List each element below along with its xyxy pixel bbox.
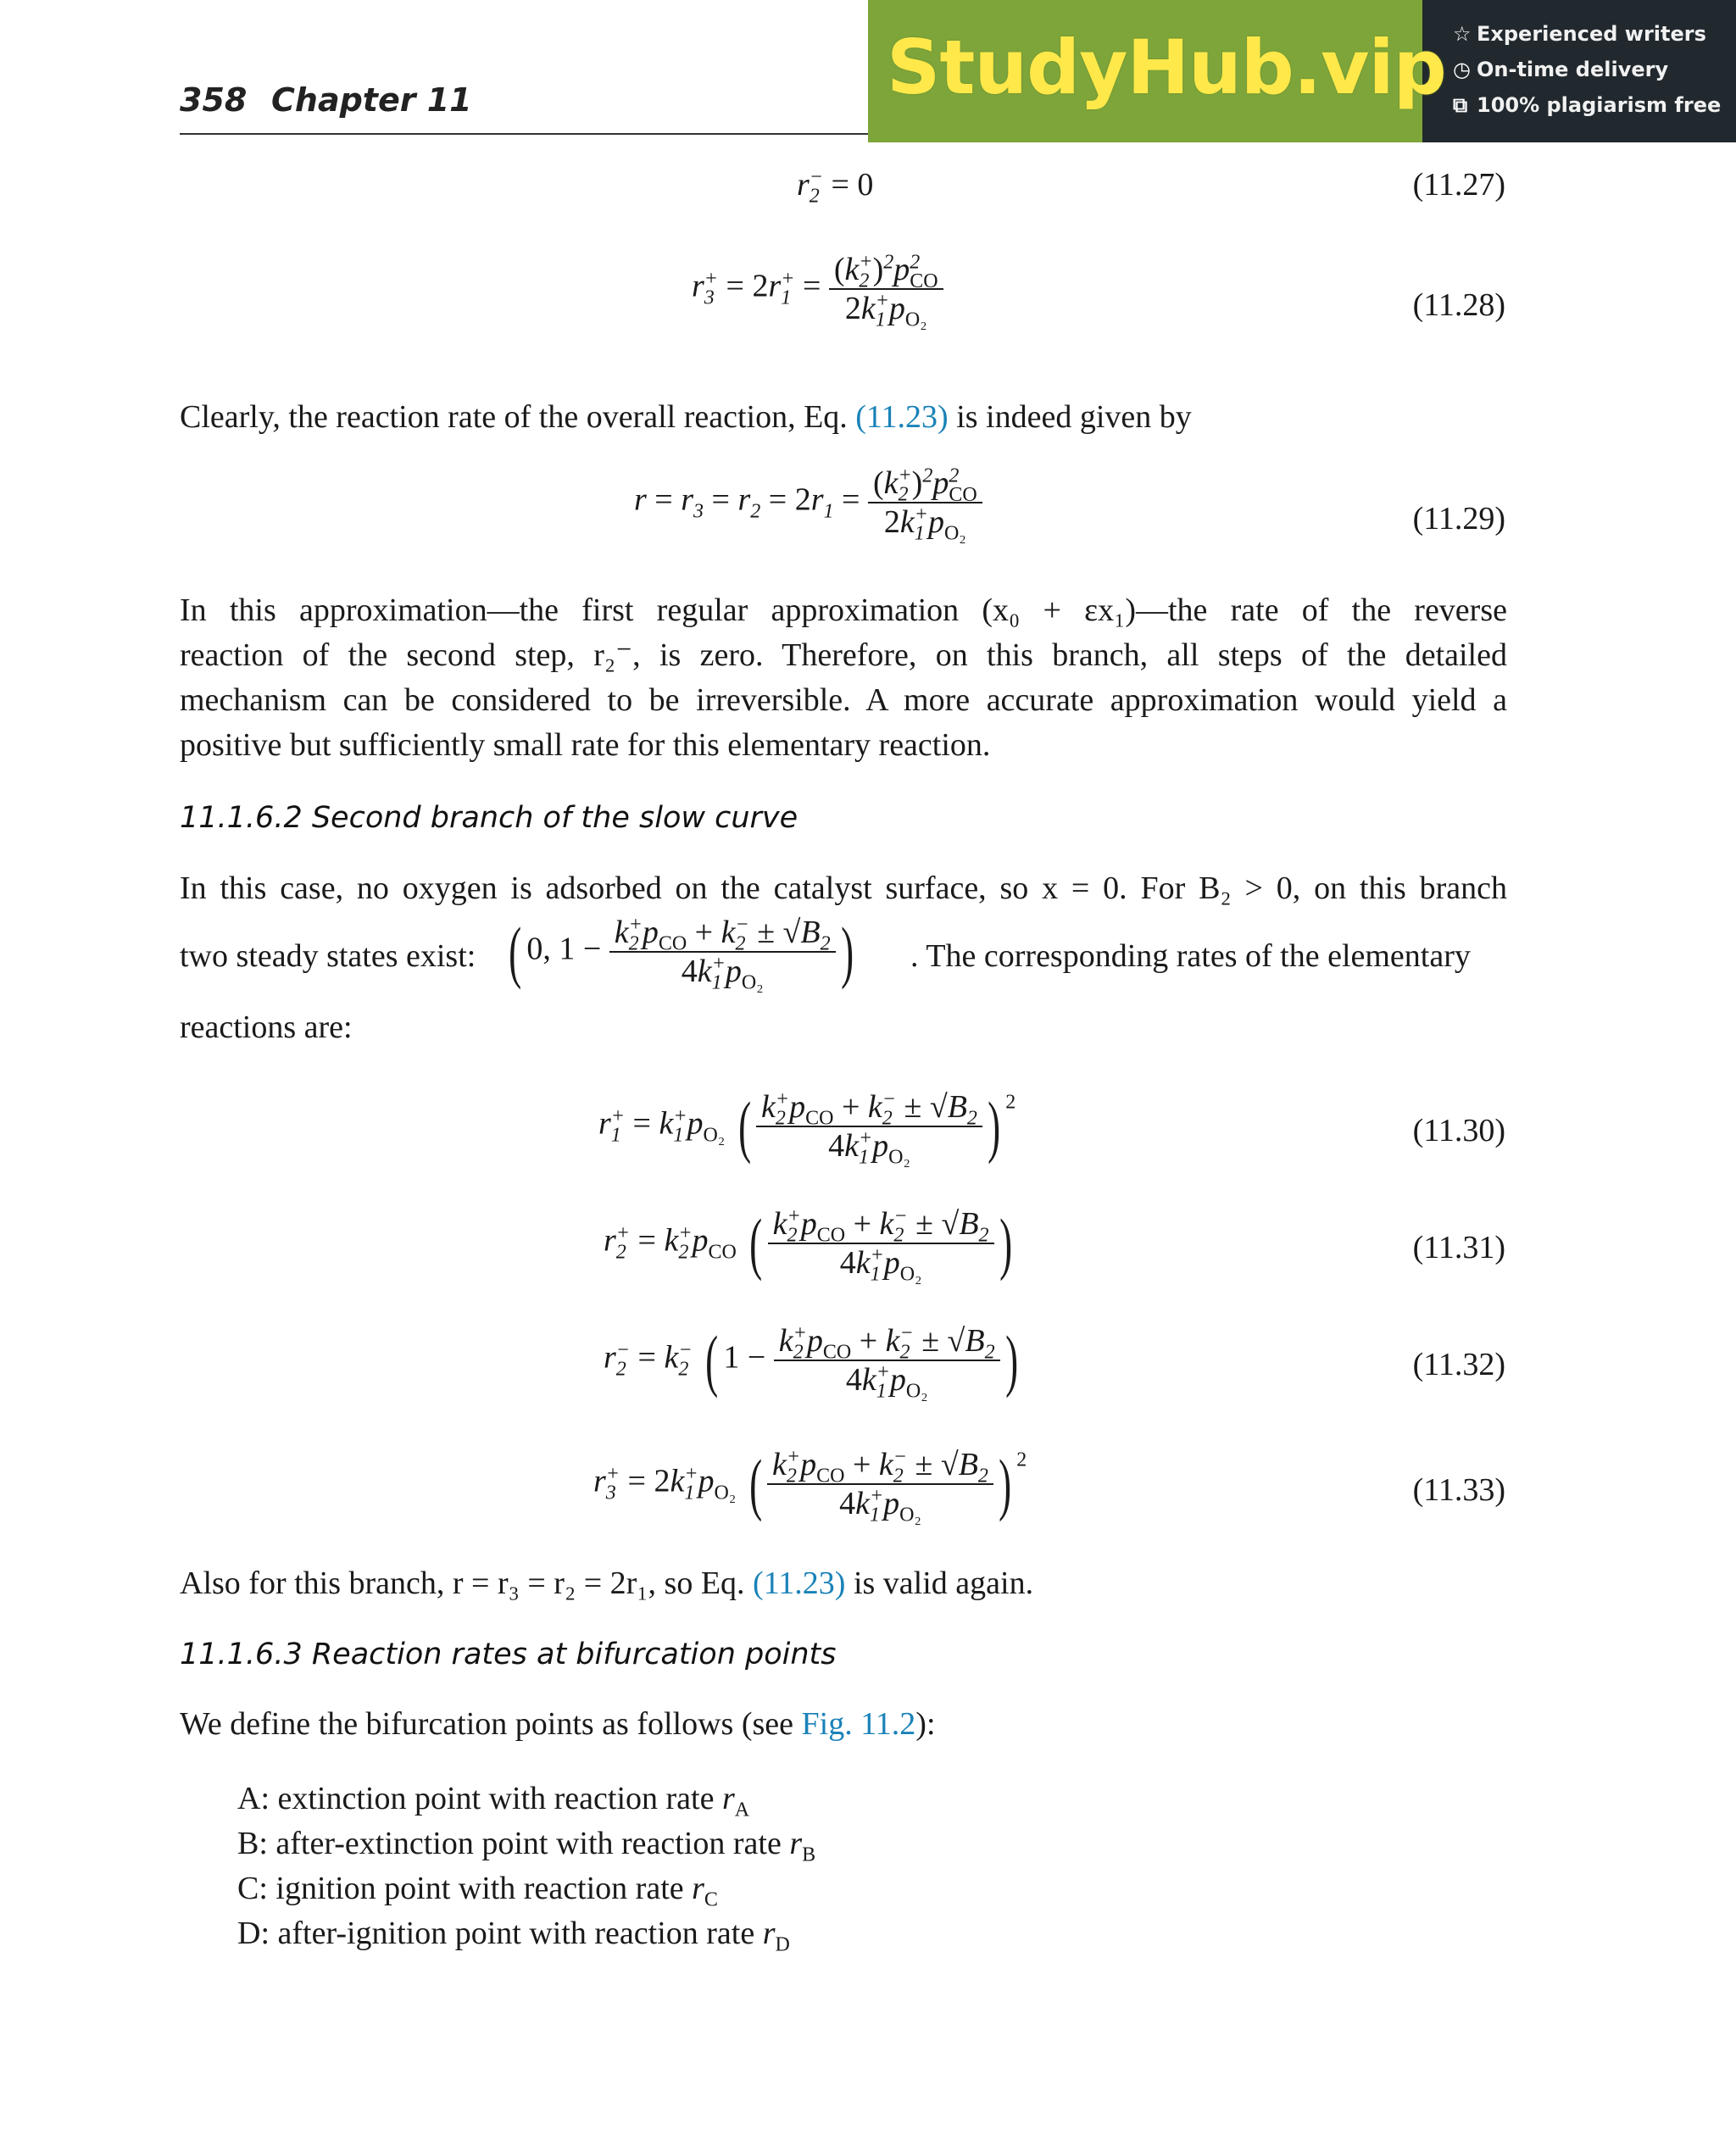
equation-number: (11.28) (1412, 287, 1505, 323)
feature-item: ◷ On-time delivery (1453, 58, 1669, 81)
equation-number: (11.27) (1412, 167, 1505, 203)
list-item: D: after-ignition point with reaction rate $r_D$ (237, 1916, 790, 1956)
steady-state-expression: ( 0, 1 − $\frac{k_2^+p_{CO} + k_2^- \pm √B_2}{4k_1^+p_{O_2}}$ ) (509, 913, 854, 994)
equation-number: (11.32) (1412, 1347, 1505, 1382)
feature-item: ⧉ 100% plagiarism free (1453, 93, 1722, 117)
paragraph: In this case, no oxygen is adsorbed on the catalyst surface, so x = 0. For B₂ > 0, on this branch (180, 870, 1507, 906)
equation-11-32: $r_2^- = k_2^-$ ( 1 − $\frac{k_2^+p_{CO} + k_2^- \pm √B_2}{4k_1^+p_{O_2}}$ ) (604, 1321, 1018, 1403)
equation-link[interactable]: (11.23) (753, 1565, 846, 1601)
list-item: B: after-extinction point with reaction rate $r_B$ (237, 1826, 816, 1866)
equation-number: (11.29) (1412, 501, 1505, 537)
paragraph-line: . The corresponding rates of the elementary (910, 938, 1471, 974)
equation-11-28: $r_3^+ = 2r_1^+$ = $\frac{(k_2^+)^2p^2_{CO}}{2k_1^+p_{O_2}}$ (692, 251, 943, 327)
paragraph-line: reactions are: (180, 1009, 353, 1045)
studyhub-banner[interactable] (868, 0, 1736, 142)
feature-item: ☆ Experienced writers (1453, 22, 1706, 46)
equation-11-33: $r_3^+ = 2k_1^+p_{O_2}$ ( $\frac{k_2^+p_{CO} + k_2^- \pm √B_2}{4k_1^+p_{O_2}}$ ) $^2$ (593, 1445, 1027, 1527)
equation-11-30: $r_1^+ = k_1^+p_{O_2}$ ( $\frac{k_2^+p_{CO} + k_2^- \pm √B_2}{4k_1^+p_{O_2}}$ ) $^2$ (598, 1087, 1016, 1169)
clock-icon: ◷ (1453, 58, 1471, 81)
brand-logo-text: StudyHub.vip (887, 24, 1446, 111)
page-number: 358 (180, 81, 248, 119)
equation-number: (11.31) (1412, 1230, 1505, 1265)
paragraph: Also for this branch, r = r₃ = r₂ = 2r₁, so Eq. (11.23) is valid again. (180, 1565, 1034, 1601)
equation-number: (11.30) (1412, 1113, 1505, 1148)
section-heading: 11.1.6.2 Second branch of the slow curve (180, 801, 798, 835)
equation-number: (11.33) (1412, 1472, 1505, 1508)
chapter-title: Chapter 11 (271, 81, 472, 119)
equation-link[interactable]: (11.23) (855, 399, 949, 435)
list-item: C: ignition point with reaction rate $r_C$ (237, 1871, 718, 1911)
list-item: A: extinction point with reaction rate $r_A$ (237, 1781, 750, 1821)
paragraph: Clearly, the reaction rate of the overall reaction, Eq. (11.23) is indeed given by (180, 399, 1192, 435)
equation-11-29: $r = r_3 = r_2 = 2r_1$ = $\frac{(k_2^+)^2p^2_{CO}}{2k_1^+p_{O_2}}$ (634, 464, 982, 541)
paragraph: In this approximation—the first regular approximation (x₀ + εx₁)—the rate of the reverse reaction of the second step, r₂⁻, is zero. Therefore, on this branch, all steps of the detailed mechanism can be considered to be irreversible. A more accurate approximation would yield a positive but sufficiently small rate for this elementary reaction. (180, 592, 1507, 763)
equation-11-27: $r_2^- = 0$ (797, 166, 874, 208)
paragraph: We define the bifurcation points as follows (see Fig. 11.2): (180, 1706, 936, 1742)
copy-icon: ⧉ (1453, 93, 1468, 117)
paragraph-line: two steady states exist: (180, 938, 476, 974)
section-heading: 11.1.6.3 Reaction rates at bifurcation points (180, 1638, 837, 1671)
equation-11-31: $r_2^+ = k_2^+p_{CO}$ ( $\frac{k_2^+p_{CO} + k_2^- \pm √B_2}{4k_1^+p_{O_2}}$ ) (604, 1204, 1012, 1286)
figure-link[interactable]: Fig. 11.2 (801, 1706, 916, 1742)
star-icon: ☆ (1453, 22, 1472, 46)
